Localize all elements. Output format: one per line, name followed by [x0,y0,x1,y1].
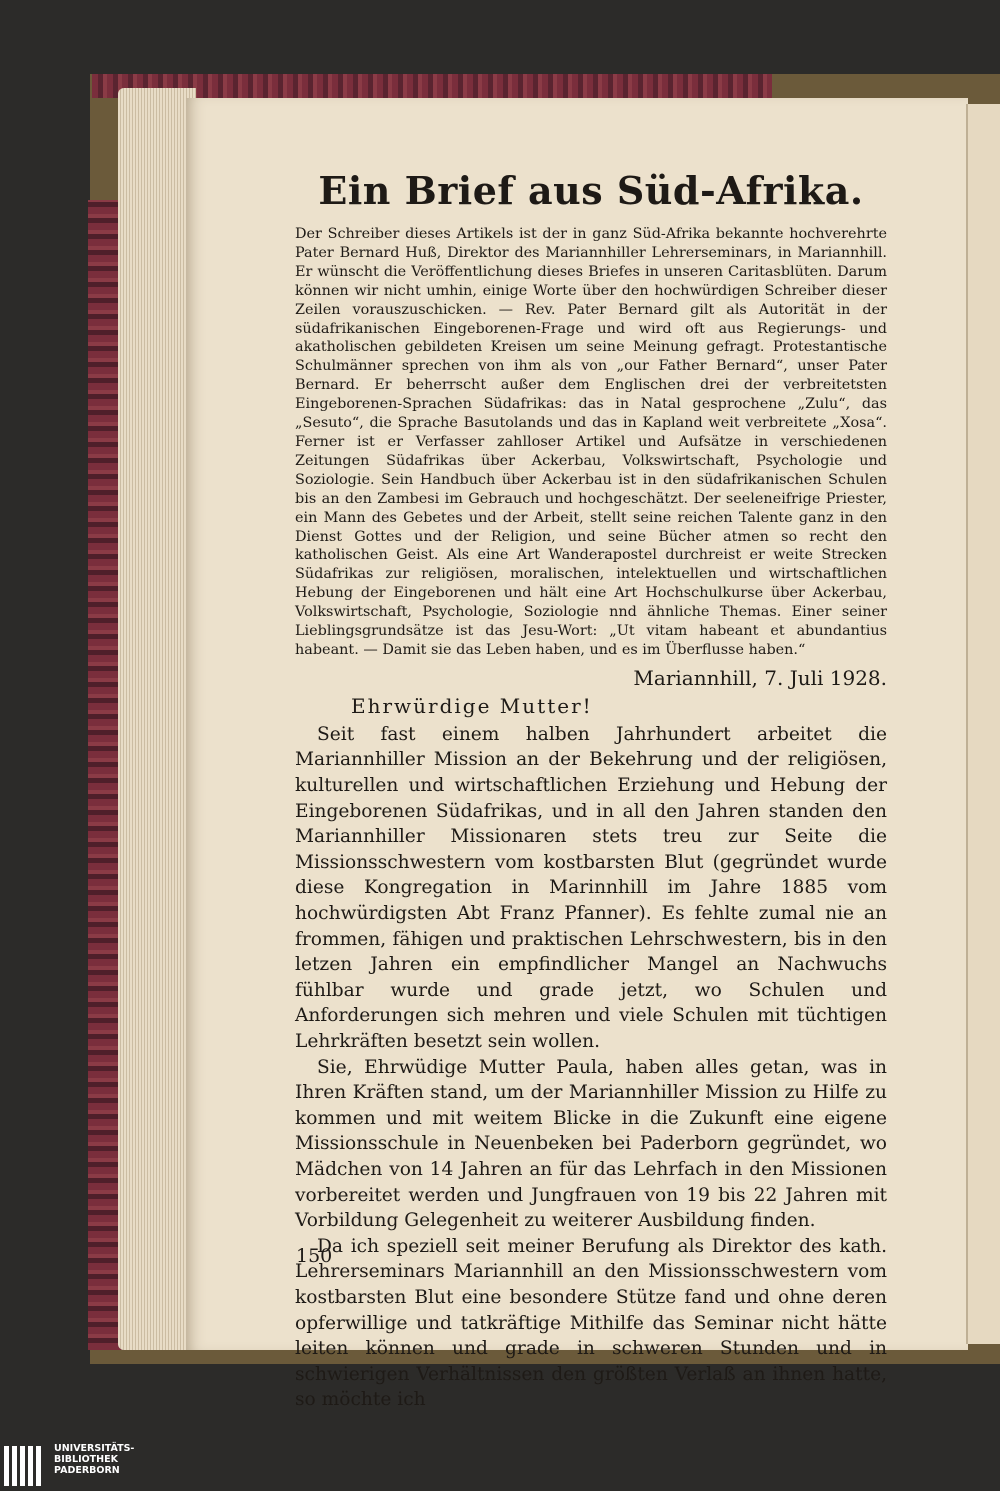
letter-body [295,722,887,1413]
barcode-icon [4,1446,48,1486]
marbled-edge-side [88,200,122,1350]
intro-paragraph: Der Schreiber dieses Artikels ist der in ganz Süd-Afrika bekannte hochverehrte Pater Bernard Huß, Direktor des Mariannhiller Lehrerseminars, in Mariannhill. Er wünscht die Veröffentlichung dieses Briefes in unseren Caritasblüten. Darum können wir nicht umhin, einige Worte über den hochwürdigen Schreiber dieser Zeilen vorauszuschicken. — Rev. Pater Bernard gilt als Autorität in der südafrikanischen Eingeborenen-Frage und wird oft aus Regierungs- und akatholischen gebildeten Kreisen um seine Meinung gefragt. Protestantische Schulmänner sprechen von ihm als von „our Father Bernard“, unser Pater Bernard. Er beherrscht außer dem Englischen drei der verbreitetsten Eingeborenen-Sprachen Südafrikas: das in Natal gesprochene „Zulu“, das „Sesuto“, die Sprache Basutolands und das in Kapland weit verbreitete „Xosa“. Ferner ist er Verfasser zahlloser Artikel und Aufsätze in verschiedenen Zeitungen Südafrikas über Ackerbau, Volkswirtschaft, Psychologie und Soziologie. Sein Handbuch über Ackerbau ist in den südafrikanischen Schulen bis an den Zambesi im Gebrauch und hochgeschätzt. Der seeleneifrige Priester, ein Mann des Gebetes und der Arbeit, stellt seine reichen Talente ganz in den Dienst Gottes und der Religion, und seine Bücher atmen so recht den katholischen Geist. Als eine Art Wanderapostel durchreist er weite Strecken Südafrikas zur religiösen, moralischen, intelektuellen und wirtschaftlichen Hebung der Eingeborenen und hält eine Art Hochschulkurse über Ackerbau, Volkswirtschaft, Psychologie, Soziologie nnd ähnliche Themas. Einer seiner Lieblingsgrundsätze ist das Jesu-Wort: „Ut vitam habeant et abundantius habeant. — Damit sie das Leben haben, und es im Überflusse haben.“ [295,226,887,658]
facing-page-edge [966,104,1000,1344]
page-stack [118,88,196,1350]
logo-line: BIBLIOTHEK [54,1454,118,1465]
page-number: 150 [296,1245,333,1267]
body-paragraph: Sie, Ehrwüdige Mutter Paula, haben alles getan, was in Ihren Kräften stand, um der Mariannhiller Mission zu Hilfe zu kommen und mit weitem Blicke in die Zukunft eine eigene Missionsschule in Neuenbeken bei Paderborn gegründet, wo Mädchen von 14 Jahren an für das Lehrfach in den Missionen vorbereitet werden und Jungfrauen von 19 bis 22 Jahren mit Vorbildung Gelegenheit zu weiterer Ausbildung finden. [295,1056,887,1232]
letter-dateline: Mariannhill, 7. Juli 1928. [633,665,887,690]
library-logo [0,1440,160,1491]
logo-line: PADERBORN [54,1465,120,1476]
logo-line: UNIVERSITÄTS- [54,1443,135,1454]
body-paragraph: Da ich speziell seit meiner Berufung als Direktor des kath. Lehrerseminars Mariannhill an den Missionsschwestern vom kostbarsten Blut eine besondere Stütze fand und ohne deren opferwillige und tatkräftige Mithilfe das Seminar nicht hätte leiten können und grade in schweren Stunden und in schwierigen Verhältnissen den größten Verlaß an ihnen hatte, so möchte ich [295,1235,887,1411]
letter-salutation: Ehrwürdige Mutter! [351,693,593,718]
page-text [295,168,887,1413]
article-title: Ein Brief aus Süd-Afrika. [318,168,864,213]
library-logo-text [54,1443,134,1476]
body-paragraph: Seit fast einem halben Jahrhundert arbeitet die Mariannhiller Mission an der Bekehrung und der religiösen, kulturellen und wirtschaftlichen Erziehung und Hebung der Eingeborenen Südafrikas, und in all den Jahren standen den Mariannhiller Missionaren stets treu zur Seite die Missionsschwestern vom kostbarsten Blut (gegründet wurde diese Kongregation in Marinnhill im Jahre 1885 vom hochwürdigsten Abt Franz Pfanner). Es fehlte zumal nie an frommen, fähigen und praktischen Lehrschwestern, bis in den letzen Jahren ein empfindlicher Mangel an Nachwuchs fühlbar wurde und grade jetzt, wo Schulen und Anforderungen sich mehren und viele Schulen mit tüchtigen Lehrkräften besetzt sein wollen. [295,723,887,1052]
